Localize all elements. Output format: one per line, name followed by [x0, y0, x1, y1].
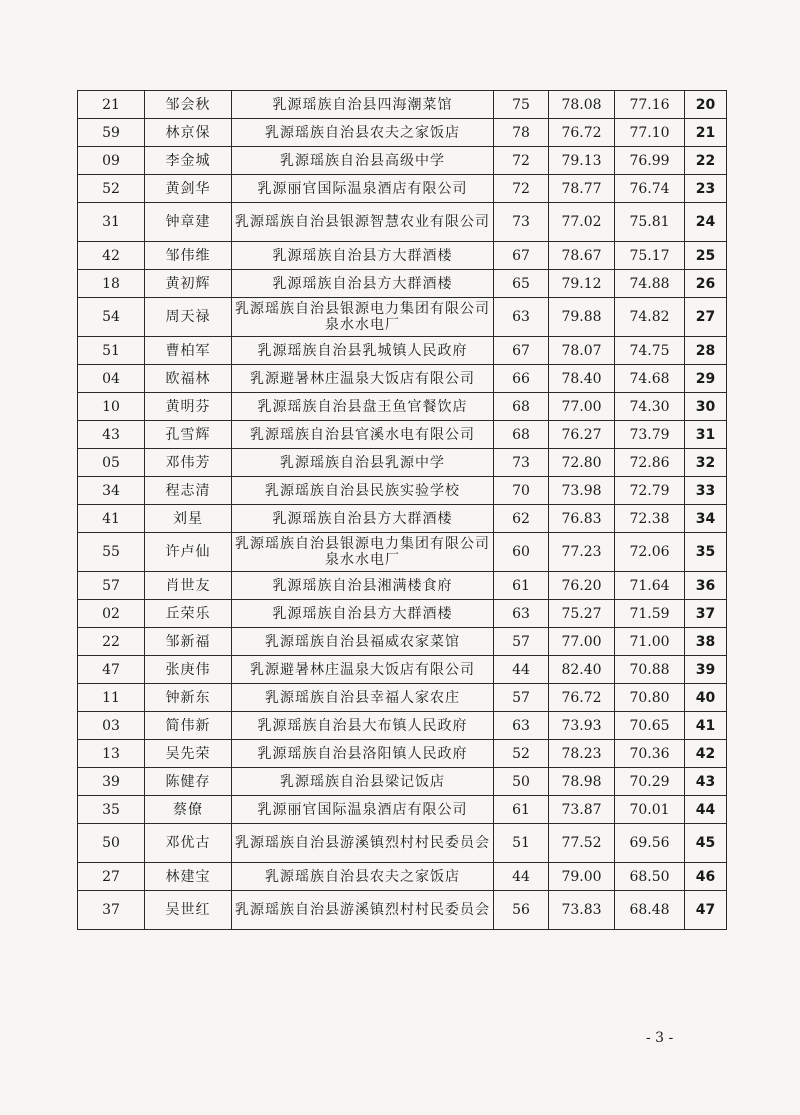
cell-number: 42 — [78, 242, 145, 270]
cell-rank: 45 — [685, 824, 727, 863]
cell-name: 许卢仙 — [145, 533, 232, 572]
cell-name: 简伟新 — [145, 712, 232, 740]
cell-score-1: 63 — [494, 298, 549, 337]
cell-total-score: 75.81 — [615, 203, 685, 242]
cell-name: 林京保 — [145, 119, 232, 147]
cell-name: 陈健存 — [145, 768, 232, 796]
cell-total-score: 71.00 — [615, 628, 685, 656]
page-number: - 3 - — [646, 1030, 674, 1046]
cell-organization: 乳源瑶族自治县银源电力集团有限公司泉水水电厂 — [232, 533, 494, 572]
cell-name: 刘星 — [145, 505, 232, 533]
cell-score-1: 62 — [494, 505, 549, 533]
cell-organization: 乳源瑶族自治县洛阳镇人民政府 — [232, 740, 494, 768]
cell-rank: 42 — [685, 740, 727, 768]
score-table — [77, 90, 727, 930]
cell-score-2: 76.72 — [549, 119, 615, 147]
table-row — [78, 270, 727, 298]
cell-name: 邹伟维 — [145, 242, 232, 270]
cell-number: 22 — [78, 628, 145, 656]
cell-organization: 乳源瑶族自治县游溪镇烈村村民委员会 — [232, 824, 494, 863]
cell-name: 周天禄 — [145, 298, 232, 337]
cell-rank: 31 — [685, 421, 727, 449]
cell-score-2: 77.02 — [549, 203, 615, 242]
cell-total-score: 74.75 — [615, 337, 685, 365]
cell-score-2: 76.72 — [549, 684, 615, 712]
cell-name: 黄剑华 — [145, 175, 232, 203]
cell-name: 丘荣乐 — [145, 600, 232, 628]
cell-organization: 乳源丽官国际温泉酒店有限公司 — [232, 175, 494, 203]
cell-rank: 43 — [685, 768, 727, 796]
cell-number: 37 — [78, 891, 145, 930]
cell-name: 李金城 — [145, 147, 232, 175]
cell-rank: 22 — [685, 147, 727, 175]
cell-number: 39 — [78, 768, 145, 796]
cell-score-1: 73 — [494, 203, 549, 242]
cell-total-score: 70.88 — [615, 656, 685, 684]
cell-number: 27 — [78, 863, 145, 891]
cell-total-score: 70.80 — [615, 684, 685, 712]
cell-score-1: 70 — [494, 477, 549, 505]
cell-rank: 24 — [685, 203, 727, 242]
cell-total-score: 71.59 — [615, 600, 685, 628]
table-row — [78, 91, 727, 119]
cell-number: 50 — [78, 824, 145, 863]
cell-total-score: 74.88 — [615, 270, 685, 298]
cell-number: 35 — [78, 796, 145, 824]
cell-score-1: 72 — [494, 175, 549, 203]
cell-rank: 46 — [685, 863, 727, 891]
cell-total-score: 70.36 — [615, 740, 685, 768]
table-row — [78, 298, 727, 337]
table-row — [78, 337, 727, 365]
cell-organization: 乳源瑶族自治县四海潮菜馆 — [232, 91, 494, 119]
cell-total-score: 74.68 — [615, 365, 685, 393]
cell-rank: 32 — [685, 449, 727, 477]
cell-number: 31 — [78, 203, 145, 242]
table-row — [78, 891, 727, 930]
cell-rank: 44 — [685, 796, 727, 824]
cell-name: 邓伟芳 — [145, 449, 232, 477]
cell-number: 21 — [78, 91, 145, 119]
cell-organization: 乳源瑶族自治县方大群酒楼 — [232, 270, 494, 298]
cell-total-score: 72.06 — [615, 533, 685, 572]
cell-name: 程志清 — [145, 477, 232, 505]
cell-number: 55 — [78, 533, 145, 572]
cell-rank: 39 — [685, 656, 727, 684]
cell-number: 05 — [78, 449, 145, 477]
cell-total-score: 76.74 — [615, 175, 685, 203]
cell-name: 蔡僚 — [145, 796, 232, 824]
cell-organization: 乳源瑶族自治县湘满楼食府 — [232, 572, 494, 600]
cell-rank: 27 — [685, 298, 727, 337]
cell-score-2: 82.40 — [549, 656, 615, 684]
cell-rank: 41 — [685, 712, 727, 740]
cell-number: 59 — [78, 119, 145, 147]
table-row — [78, 863, 727, 891]
cell-number: 13 — [78, 740, 145, 768]
cell-total-score: 72.86 — [615, 449, 685, 477]
cell-total-score: 72.38 — [615, 505, 685, 533]
table-row — [78, 477, 727, 505]
cell-score-1: 61 — [494, 572, 549, 600]
cell-score-2: 76.27 — [549, 421, 615, 449]
cell-total-score: 70.65 — [615, 712, 685, 740]
cell-rank: 28 — [685, 337, 727, 365]
table-row — [78, 175, 727, 203]
cell-total-score: 71.64 — [615, 572, 685, 600]
cell-name: 邹新福 — [145, 628, 232, 656]
cell-organization: 乳源瑶族自治县银源智慧农业有限公司 — [232, 203, 494, 242]
table-row — [78, 600, 727, 628]
cell-score-2: 77.00 — [549, 628, 615, 656]
cell-total-score: 74.30 — [615, 393, 685, 421]
table-row — [78, 203, 727, 242]
cell-organization: 乳源避暑林庄温泉大饭店有限公司 — [232, 365, 494, 393]
cell-organization: 乳源瑶族自治县民族实验学校 — [232, 477, 494, 505]
cell-score-2: 77.23 — [549, 533, 615, 572]
cell-number: 54 — [78, 298, 145, 337]
cell-score-1: 73 — [494, 449, 549, 477]
cell-score-1: 57 — [494, 628, 549, 656]
cell-number: 41 — [78, 505, 145, 533]
cell-score-1: 65 — [494, 270, 549, 298]
cell-total-score: 74.82 — [615, 298, 685, 337]
cell-rank: 38 — [685, 628, 727, 656]
cell-name: 吴先荣 — [145, 740, 232, 768]
cell-score-2: 73.98 — [549, 477, 615, 505]
cell-score-1: 68 — [494, 421, 549, 449]
table-row — [78, 628, 727, 656]
cell-score-2: 78.07 — [549, 337, 615, 365]
cell-score-2: 78.40 — [549, 365, 615, 393]
cell-rank: 21 — [685, 119, 727, 147]
cell-score-1: 56 — [494, 891, 549, 930]
cell-rank: 40 — [685, 684, 727, 712]
cell-score-2: 73.83 — [549, 891, 615, 930]
cell-score-1: 61 — [494, 796, 549, 824]
cell-total-score: 70.29 — [615, 768, 685, 796]
cell-total-score: 70.01 — [615, 796, 685, 824]
table-row — [78, 421, 727, 449]
cell-organization: 乳源瑶族自治县方大群酒楼 — [232, 505, 494, 533]
cell-score-1: 60 — [494, 533, 549, 572]
cell-organization: 乳源瑶族自治县幸福人家农庄 — [232, 684, 494, 712]
cell-rank: 34 — [685, 505, 727, 533]
cell-number: 04 — [78, 365, 145, 393]
table-row — [78, 119, 727, 147]
cell-score-2: 79.13 — [549, 147, 615, 175]
cell-number: 57 — [78, 572, 145, 600]
cell-score-2: 73.93 — [549, 712, 615, 740]
table-row — [78, 533, 727, 572]
cell-rank: 30 — [685, 393, 727, 421]
cell-number: 52 — [78, 175, 145, 203]
cell-score-1: 78 — [494, 119, 549, 147]
cell-name: 孔雪辉 — [145, 421, 232, 449]
table-row — [78, 796, 727, 824]
table-row — [78, 505, 727, 533]
cell-name: 黄明芬 — [145, 393, 232, 421]
cell-score-2: 79.88 — [549, 298, 615, 337]
cell-number: 03 — [78, 712, 145, 740]
cell-organization: 乳源瑶族自治县官溪水电有限公司 — [232, 421, 494, 449]
cell-total-score: 75.17 — [615, 242, 685, 270]
cell-total-score: 77.10 — [615, 119, 685, 147]
cell-score-1: 67 — [494, 337, 549, 365]
cell-organization: 乳源瑶族自治县梁记饭店 — [232, 768, 494, 796]
table-body — [78, 91, 727, 930]
cell-score-2: 78.98 — [549, 768, 615, 796]
cell-score-2: 78.08 — [549, 91, 615, 119]
cell-score-1: 44 — [494, 863, 549, 891]
cell-rank: 26 — [685, 270, 727, 298]
cell-score-1: 57 — [494, 684, 549, 712]
cell-number: 18 — [78, 270, 145, 298]
cell-name: 邹会秋 — [145, 91, 232, 119]
cell-number: 47 — [78, 656, 145, 684]
cell-total-score: 69.56 — [615, 824, 685, 863]
cell-score-1: 52 — [494, 740, 549, 768]
cell-organization: 乳源瑶族自治县高级中学 — [232, 147, 494, 175]
cell-score-2: 77.52 — [549, 824, 615, 863]
cell-organization: 乳源瑶族自治县银源电力集团有限公司泉水水电厂 — [232, 298, 494, 337]
cell-score-2: 78.23 — [549, 740, 615, 768]
cell-score-2: 75.27 — [549, 600, 615, 628]
cell-name: 林建宝 — [145, 863, 232, 891]
cell-organization: 乳源瑶族自治县乳源中学 — [232, 449, 494, 477]
cell-name: 钟章建 — [145, 203, 232, 242]
cell-number: 02 — [78, 600, 145, 628]
cell-rank: 36 — [685, 572, 727, 600]
cell-organization: 乳源瑶族自治县乳城镇人民政府 — [232, 337, 494, 365]
cell-score-1: 67 — [494, 242, 549, 270]
cell-score-2: 76.20 — [549, 572, 615, 600]
cell-organization: 乳源瑶族自治县福威农家菜馆 — [232, 628, 494, 656]
cell-name: 吴世红 — [145, 891, 232, 930]
cell-rank: 23 — [685, 175, 727, 203]
cell-score-1: 72 — [494, 147, 549, 175]
cell-rank: 29 — [685, 365, 727, 393]
cell-score-1: 50 — [494, 768, 549, 796]
cell-total-score: 72.79 — [615, 477, 685, 505]
cell-score-2: 76.83 — [549, 505, 615, 533]
table-row — [78, 656, 727, 684]
cell-organization: 乳源瑶族自治县大布镇人民政府 — [232, 712, 494, 740]
table-row — [78, 147, 727, 175]
table-row — [78, 768, 727, 796]
cell-name: 曹柏军 — [145, 337, 232, 365]
cell-score-1: 63 — [494, 712, 549, 740]
cell-rank: 37 — [685, 600, 727, 628]
cell-total-score: 68.50 — [615, 863, 685, 891]
cell-organization: 乳源瑶族自治县游溪镇烈村村民委员会 — [232, 891, 494, 930]
cell-rank: 33 — [685, 477, 727, 505]
cell-rank: 47 — [685, 891, 727, 930]
cell-rank: 25 — [685, 242, 727, 270]
cell-organization: 乳源瑶族自治县农夫之家饭店 — [232, 119, 494, 147]
cell-name: 邓优古 — [145, 824, 232, 863]
cell-number: 10 — [78, 393, 145, 421]
table-row — [78, 393, 727, 421]
cell-organization: 乳源瑶族自治县农夫之家饭店 — [232, 863, 494, 891]
cell-score-1: 68 — [494, 393, 549, 421]
cell-score-2: 72.80 — [549, 449, 615, 477]
cell-score-1: 75 — [494, 91, 549, 119]
table-row — [78, 712, 727, 740]
table-row — [78, 449, 727, 477]
cell-name: 钟新东 — [145, 684, 232, 712]
cell-total-score: 77.16 — [615, 91, 685, 119]
cell-number: 11 — [78, 684, 145, 712]
cell-score-1: 44 — [494, 656, 549, 684]
cell-name: 黄初辉 — [145, 270, 232, 298]
cell-number: 51 — [78, 337, 145, 365]
cell-total-score: 76.99 — [615, 147, 685, 175]
cell-score-2: 77.00 — [549, 393, 615, 421]
cell-name: 肖世友 — [145, 572, 232, 600]
table-row — [78, 242, 727, 270]
cell-number: 43 — [78, 421, 145, 449]
table-row — [78, 572, 727, 600]
cell-score-1: 51 — [494, 824, 549, 863]
cell-organization: 乳源瑶族自治县盘王鱼官餐饮店 — [232, 393, 494, 421]
cell-total-score: 68.48 — [615, 891, 685, 930]
cell-score-2: 73.87 — [549, 796, 615, 824]
table-row — [78, 684, 727, 712]
cell-organization: 乳源瑶族自治县方大群酒楼 — [232, 242, 494, 270]
table-row — [78, 824, 727, 863]
cell-rank: 20 — [685, 91, 727, 119]
cell-total-score: 73.79 — [615, 421, 685, 449]
table-row — [78, 365, 727, 393]
cell-number: 34 — [78, 477, 145, 505]
cell-score-2: 78.77 — [549, 175, 615, 203]
cell-organization: 乳源瑶族自治县方大群酒楼 — [232, 600, 494, 628]
cell-score-2: 79.00 — [549, 863, 615, 891]
cell-score-1: 66 — [494, 365, 549, 393]
table-row — [78, 740, 727, 768]
cell-name: 欧福林 — [145, 365, 232, 393]
cell-score-1: 63 — [494, 600, 549, 628]
cell-name: 张庚伟 — [145, 656, 232, 684]
cell-number: 09 — [78, 147, 145, 175]
cell-rank: 35 — [685, 533, 727, 572]
cell-organization: 乳源避暑林庄温泉大饭店有限公司 — [232, 656, 494, 684]
cell-organization: 乳源丽官国际温泉酒店有限公司 — [232, 796, 494, 824]
cell-score-2: 78.67 — [549, 242, 615, 270]
cell-score-2: 79.12 — [549, 270, 615, 298]
